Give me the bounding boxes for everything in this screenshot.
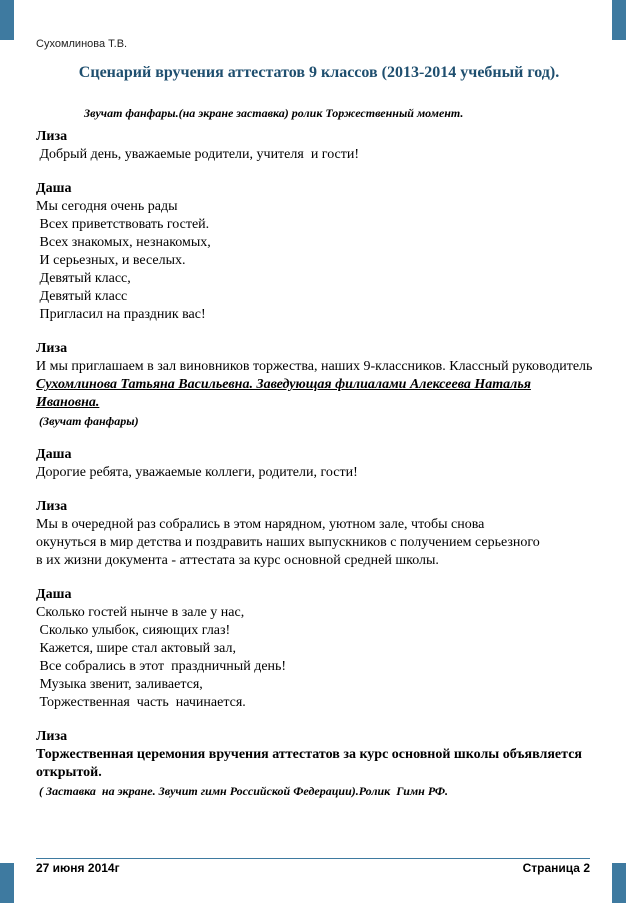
- script-line: Сколько гостей нынче в зале у нас,: [36, 605, 245, 620]
- footer-date: 27 июня 2014г: [36, 861, 120, 875]
- script-block: [36, 446, 596, 482]
- sound-cue-note: (Звучат фанфары): [36, 414, 139, 428]
- script-line: Девятый класс: [36, 289, 128, 304]
- page-number: Страница 2: [522, 861, 590, 875]
- speaker-name: Лиза: [36, 129, 68, 144]
- script-line: Пригласил на праздник вас!: [36, 307, 206, 322]
- script-line: Девятый класс,: [36, 271, 131, 286]
- bottom-left-border-bar: [0, 863, 14, 903]
- speaker-name: Даша: [36, 447, 72, 462]
- script-block: [36, 728, 596, 800]
- document-title: Сценарий вручения аттестатов 9 классов (2013-2014 учебный год).: [78, 64, 560, 81]
- bottom-right-border-bar: [612, 863, 626, 903]
- script-block: [36, 340, 596, 430]
- top-left-border-bar: [0, 0, 14, 40]
- staff-names: Сухомлинова Татьяна Васильевна. Заведующая филиалами Алексеева Наталья Ивановна.: [36, 377, 531, 410]
- script-line: в их жизни документа - аттестата за курс основной средней школы.: [36, 553, 439, 568]
- script-line: окунуться в мир детства и поздравить наших выпускников с получением серьезного: [36, 535, 540, 550]
- script-line: Все собрались в этот праздничный день!: [36, 659, 287, 674]
- page-footer: [36, 858, 590, 875]
- script-line: Всех приветствовать гостей.: [36, 217, 210, 232]
- script-line: Кажется, шире стал актовый зал,: [36, 641, 236, 656]
- stage-direction: Звучат фанфары.(на экране заставка) ролик Торжественный момент.: [84, 106, 464, 120]
- script-content: [36, 128, 596, 816]
- script-paragraph: [36, 358, 596, 412]
- script-line: Торжественная часть начинается.: [36, 695, 246, 710]
- top-right-border-bar: [612, 0, 626, 40]
- speaker-name: Даша: [36, 181, 72, 196]
- speaker-name: Даша: [36, 587, 72, 602]
- page-header-author: Сухомлинова Т.В.: [36, 38, 128, 50]
- script-block: [36, 586, 596, 712]
- speaker-name: Лиза: [36, 499, 68, 514]
- script-line: Добрый день, уважаемые родители, учителя и гости!: [36, 147, 360, 162]
- script-line: Музыка звенит, заливается,: [36, 677, 203, 692]
- anthem-cue-note: ( Заставка на экране. Звучит гимн Российской Федерации).Ролик Гимн РФ.: [36, 784, 449, 798]
- script-line: Дорогие ребята, уважаемые коллеги, родители, гости!: [36, 465, 358, 480]
- script-line: Мы сегодня очень рады: [36, 199, 178, 214]
- script-block: [36, 498, 596, 570]
- script-line: Всех знакомых, незнакомых,: [36, 235, 211, 250]
- script-line: И серьезных, и веселых.: [36, 253, 186, 268]
- script-block: [36, 180, 596, 324]
- script-line: Мы в очередной раз собрались в этом нарядном, уютном зале, чтобы снова: [36, 517, 485, 532]
- script-block: [36, 128, 596, 164]
- ceremony-announcement: Торжественная церемония вручения аттестатов за курс основной школы объявляется открытой.: [36, 747, 582, 780]
- speaker-name: Лиза: [36, 341, 68, 356]
- script-line: Сколько улыбок, сияющих глаз!: [36, 623, 231, 638]
- script-text: И мы приглашаем в зал виновников торжества, наших 9-классников. Классный руководитель: [36, 359, 593, 374]
- speaker-name: Лиза: [36, 729, 68, 744]
